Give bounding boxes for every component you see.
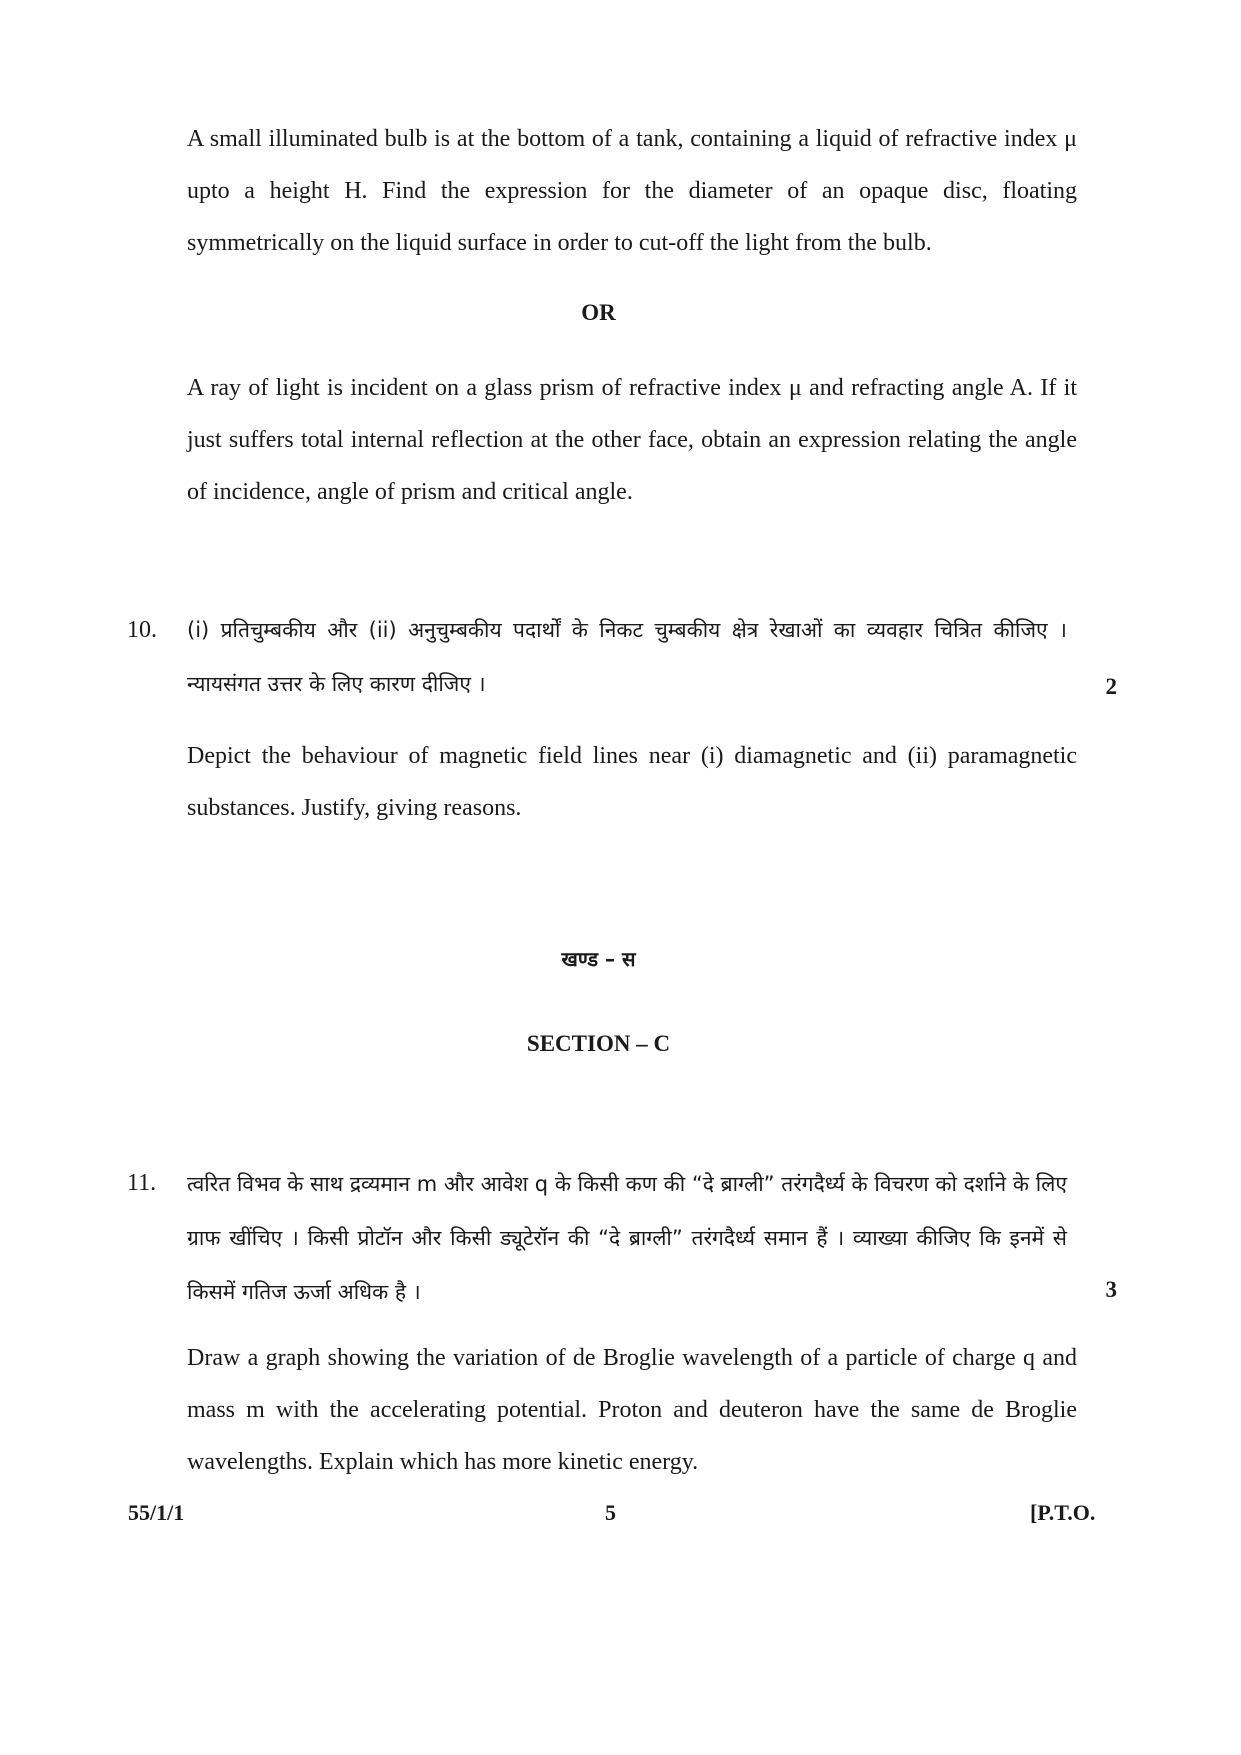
- section-title-hindi: खण्ड – स: [561, 947, 636, 971]
- q10-hindi-text: (i) प्रतिचुम्बकीय और (ii) अनुचुम्बकीय पदार्थों के निकट चुम्बकीय क्षेत्र रेखाओं का व्यवहार चित्रित कीजिए । न्यायसंगत उत्तर के लिए कारण दीजिए ।: [187, 618, 1067, 696]
- q11-english-text: Draw a graph showing the variation of de Broglie wavelength of a particle of charge q and mass m with the accelerating potential. Proton and deuteron have the same de Broglie wavelengths. Explain which has more kinetic energy.: [187, 1345, 1077, 1475]
- paper-code: 55/1/1: [128, 1500, 185, 1525]
- please-turn-over: [P.T.O.: [1030, 1500, 1096, 1525]
- q11-hindi-text: त्वरित विभव के साथ द्रव्यमान m और आवेश q के किसी कण की “दे ब्राग्ली” तरंगदैर्ध्य के विचरण को दर्शाने के लिए ग्राफ खींचिए । किसी प्रोटॉन और किसी ड्यूटेरॉन की “दे ब्राग्ली” तरंगदैर्ध्य समान हैं । व्याख्या कीजिए कि इनमें से किसमें गतिज ऊर्जा अधिक है ।: [187, 1172, 1067, 1304]
- question-number-10: 10.: [127, 617, 157, 643]
- page-number: 5: [605, 1500, 616, 1525]
- question-number-11: 11.: [127, 1170, 157, 1196]
- q11-marks: 3: [1105, 1277, 1117, 1302]
- q9-or-text: A ray of light is incident on a glass prism of refractive index μ and refracting angle A. If it just suffers total internal reflection at the other face, obtain an expression relating the angle of incidence, angle of prism and critical angle.: [187, 375, 1077, 505]
- section-title-english: SECTION – C: [526, 1031, 671, 1056]
- q10-english-text: Depict the behaviour of magnetic field lines near (i) diamagnetic and (ii) paramagnetic substances. Justify, giving reasons.: [187, 743, 1077, 821]
- or-separator: OR: [581, 300, 616, 325]
- q10-marks: 2: [1105, 674, 1117, 699]
- q9-alternative-text: A small illuminated bulb is at the bottom of a tank, containing a liquid of refractive index μ upto a height H. Find the expression for the diameter of an opaque disc, floating symmetrically on the liquid surface in order to cut-off the light from the bulb.: [187, 126, 1077, 256]
